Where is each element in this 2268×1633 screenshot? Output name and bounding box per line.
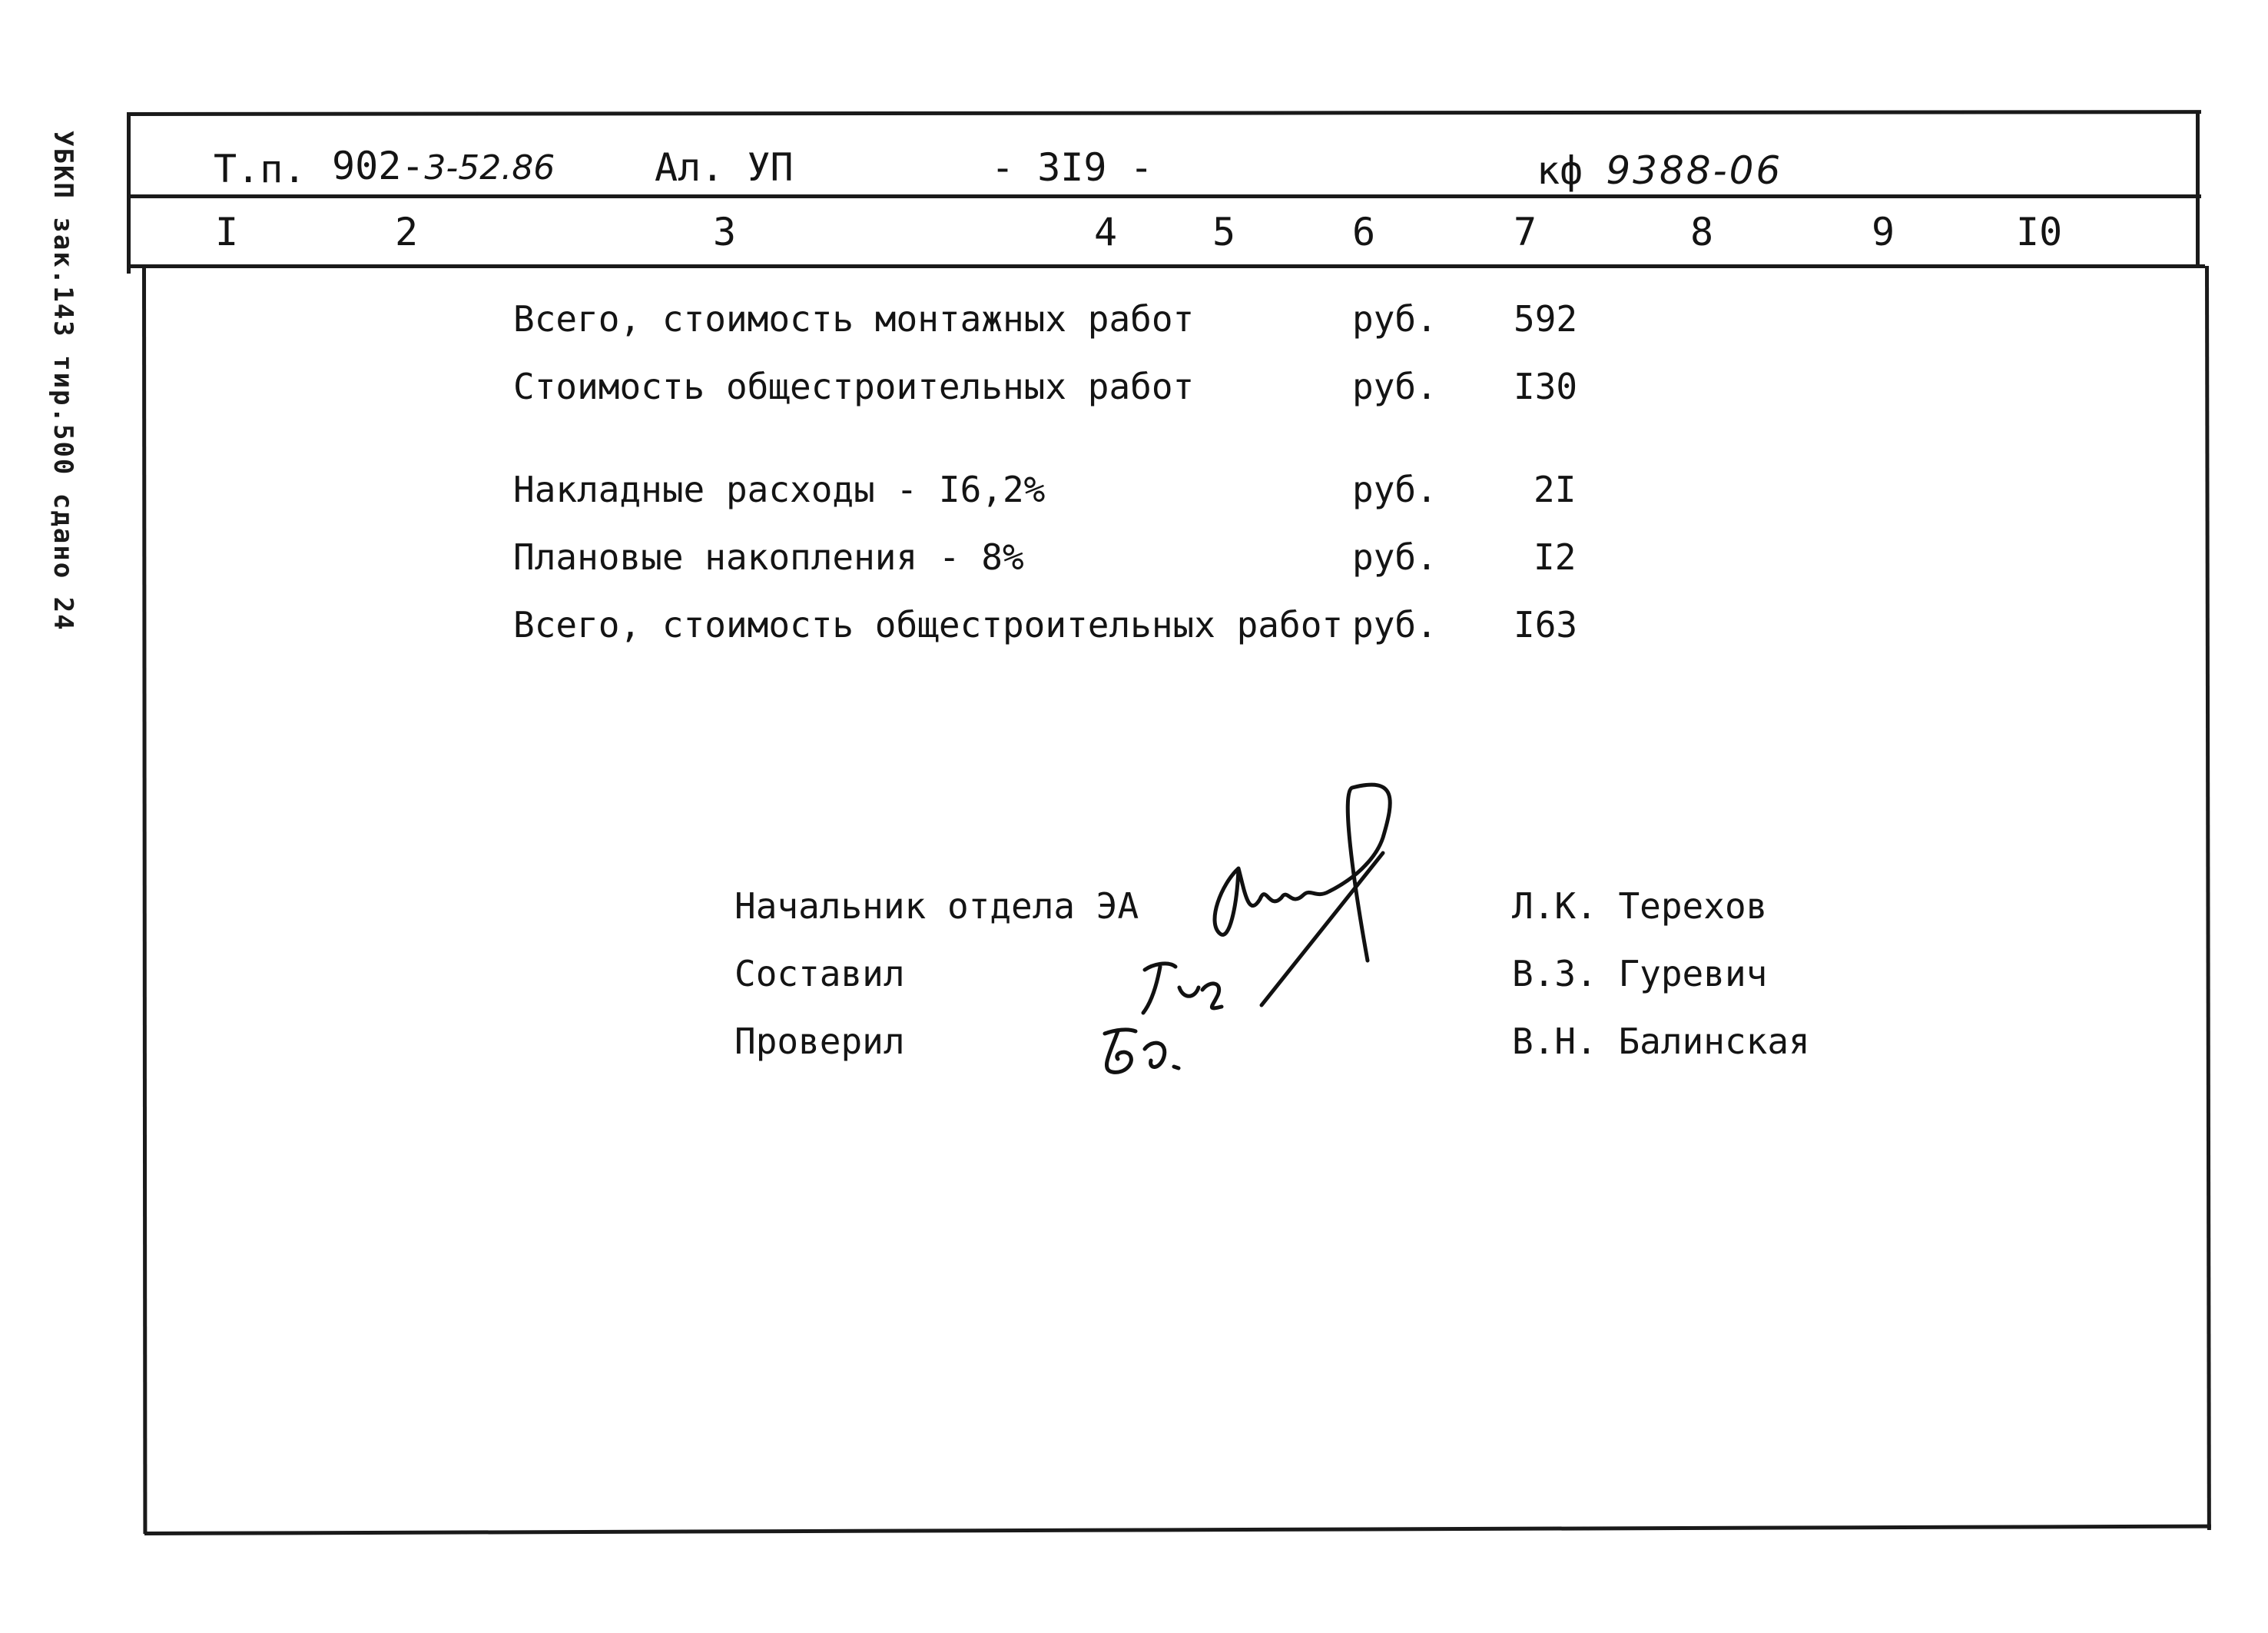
row-text-planned-savings: Плановые накопления - 8% [513, 536, 1024, 578]
tp-label: Т.п. [214, 147, 307, 191]
columns-divider-line [127, 264, 2205, 268]
row-value-planned-savings: I2 [1534, 536, 1577, 578]
column-number-9: 9 [1872, 210, 1895, 254]
signature-name-checked: В.Н. Балинская [1512, 1021, 1810, 1062]
header-divider-line [127, 194, 2201, 198]
signature-mark-head [1215, 785, 1390, 961]
row-text-installation-total: Всего, стоимость монтажных работ [513, 298, 1195, 340]
signature-stroke-head [1262, 853, 1383, 1005]
signature-name-head: Л.К. Терехов [1512, 885, 1768, 927]
column-number-7: 7 [1514, 210, 1537, 254]
row-value-construction-total: I63 [1514, 604, 1578, 646]
signature-name-compiled: В.З. Гуревич [1512, 953, 1768, 994]
project-number-handwritten: 3-52.86 [424, 148, 555, 188]
frame-right-line [2196, 111, 2200, 268]
row-unit-planned-savings: руб. [1352, 536, 1437, 578]
signature-role-head: Начальник отдела ЭА [734, 885, 1139, 927]
row-unit-installation-total: руб. [1352, 298, 1437, 340]
column-number-2: 2 [395, 210, 419, 254]
column-number-3: 3 [713, 210, 737, 254]
frame-left-line [127, 112, 131, 274]
row-unit-construction-cost: руб. [1352, 366, 1437, 407]
frame-right-line-lower [2205, 266, 2211, 1530]
column-number-6: 6 [1352, 210, 1376, 254]
project-number [332, 143, 555, 191]
column-number-8: 8 [1690, 210, 1714, 254]
project-number-printed: 902- [332, 144, 425, 188]
row-value-overhead: 2I [1534, 469, 1577, 510]
row-text-overhead: Накладные расходы - I6,2% [513, 469, 1046, 510]
column-number-5: 5 [1212, 210, 1236, 254]
page-number: - 3I9 - [991, 145, 1153, 190]
row-value-installation-total: 592 [1514, 298, 1578, 340]
album-label: Ал. УП [655, 145, 794, 190]
frame-left-line-lower [142, 266, 147, 1534]
row-value-construction-cost: I30 [1514, 366, 1578, 407]
signature-role-compiled: Составил [734, 953, 905, 994]
side-stamp-text: УБКП зак.143 тир.500 сдано 24 [48, 131, 78, 632]
signature-mark-checked [1105, 1030, 1179, 1072]
frame-bottom-line [144, 1525, 2211, 1535]
row-text-construction-cost: Стоимость общестроительных работ [513, 366, 1195, 407]
column-number-4: 4 [1094, 210, 1118, 254]
row-unit-construction-total: руб. [1352, 604, 1437, 646]
document-code-handwritten: 9388-06 [1606, 148, 1783, 193]
signature-role-checked: Проверил [734, 1021, 905, 1062]
frame-top-line [127, 110, 2201, 116]
document-code-printed: кф [1537, 148, 1583, 193]
row-text-construction-total: Всего, стоимость общестроительных работ [513, 604, 1344, 646]
column-number-1: I [215, 210, 239, 254]
signature-mark-compiled [1143, 964, 1222, 1013]
document-code [1537, 148, 1782, 194]
row-unit-overhead: руб. [1352, 469, 1437, 510]
column-number-10: I0 [2016, 210, 2063, 254]
